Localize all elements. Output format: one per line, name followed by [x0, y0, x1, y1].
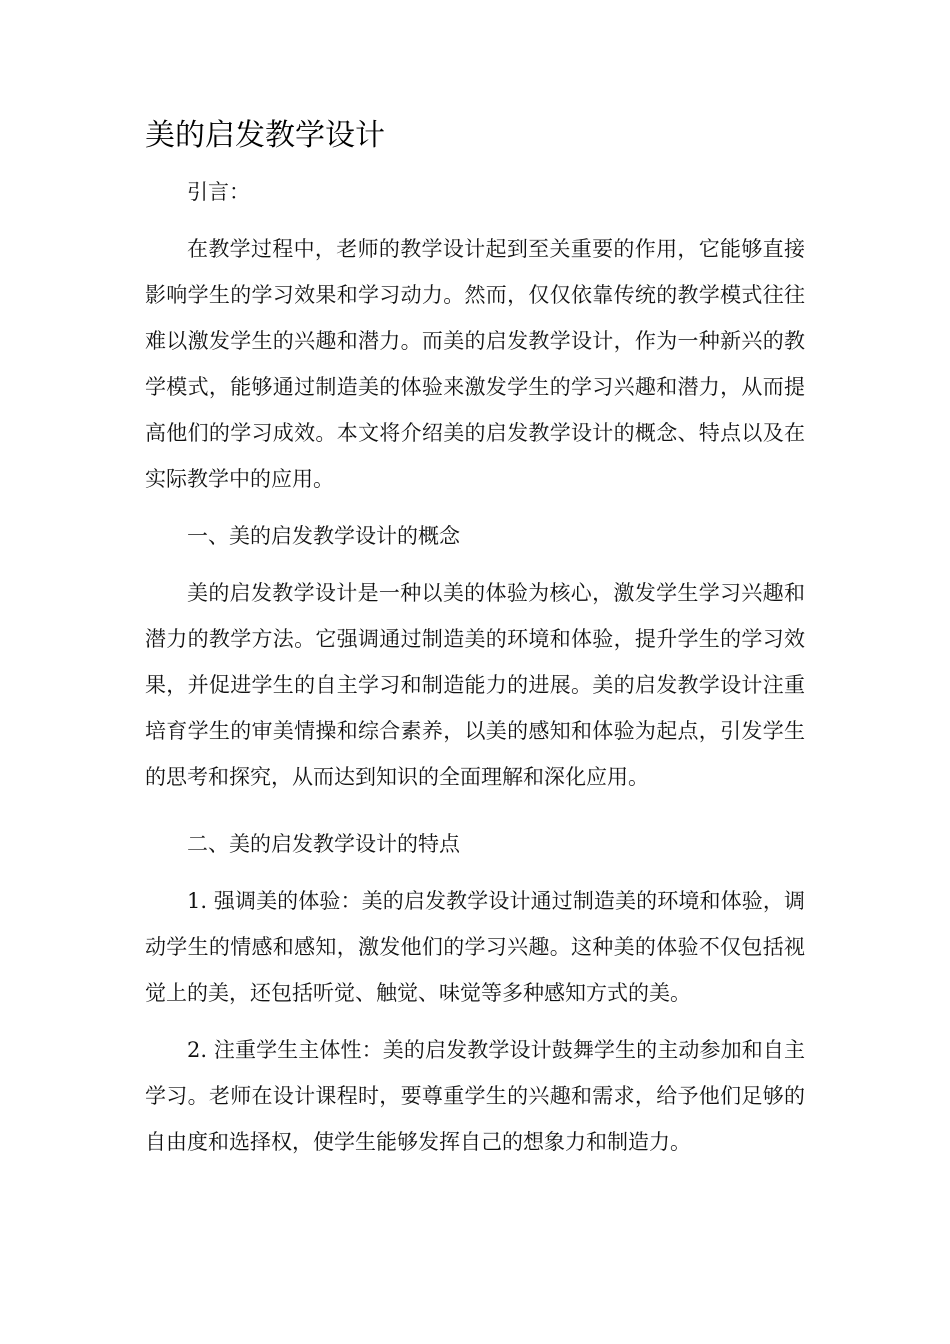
document-body — [145, 169, 805, 1165]
feature-item-1: 1. 强调美的体验：美的启发教学设计通过制造美的环境和体验，调动学生的情感和感知，激发他们的学习兴趣。这种美的体验不仅包括视觉上的美，还包括听觉、触觉、味觉等多种感知方式的美。 — [145, 889, 805, 1005]
document-title: 美的启发教学设计 — [145, 118, 385, 153]
section-heading-concept: 一、美的启发教学设计的概念 — [187, 524, 460, 548]
feature-item-2: 2. 注重学生主体性：美的启发教学设计鼓舞学生的主动参加和自主学习。老师在设计课程时，要尊重学生的兴趣和需求，给予他们足够的自由度和选择权，使学生能够发挥自己的想象力和制造力。 — [145, 1038, 805, 1154]
intro-paragraph: 在教学过程中，老师的教学设计起到至关重要的作用，它能够直接影响学生的学习效果和学习动力。然而，仅仅依靠传统的教学模式往往难以激发学生的兴趣和潜力。而美的启发教学设计，作为一种新兴的教学模式，能够通过制造美的体验来激发学生的学习兴趣和潜力，从而提高他们的学习成效。本文将介绍美的启发教学设计的概念、特点以及在实际教学中的应用。 — [145, 237, 805, 491]
intro-label: 引言： — [187, 180, 250, 204]
section-heading-features: 二、美的启发教学设计的特点 — [187, 832, 460, 856]
concept-paragraph: 美的启发教学设计是一种以美的体验为核心，激发学生学习兴趣和潜力的教学方法。它强调通过制造美的环境和体验，提升学生的学习效果，并促进学生的自主学习和制造能力的进展。美的启发教学设计注重培育学生的审美情操和综合素养，以美的感知和体验为起点，引发学生的思考和探究，从而达到知识的全面理解和深化应用。 — [145, 581, 805, 789]
